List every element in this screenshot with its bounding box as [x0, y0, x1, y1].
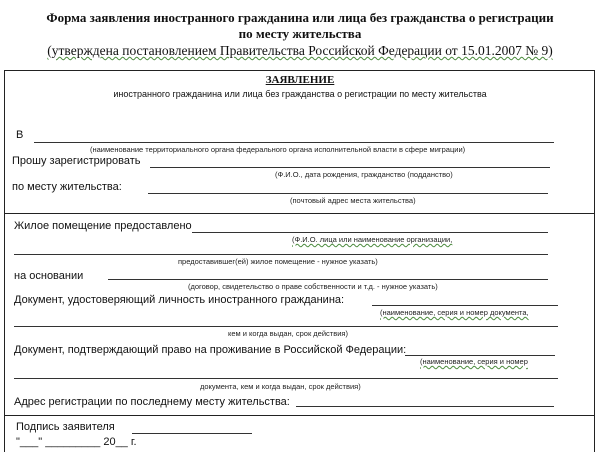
to-field[interactable]: [34, 142, 554, 143]
housing-hint: [292, 235, 452, 244]
id-doc-label: Документ, удостоверяющий личность иностранного гражданина:: [14, 294, 345, 306]
right-doc-hint: [420, 357, 528, 366]
id-doc-field-2[interactable]: [14, 326, 558, 327]
register-field[interactable]: [150, 167, 550, 168]
to-label: В: [16, 129, 24, 141]
residence-hint: (почтовый адрес места жительства): [290, 196, 416, 205]
section-divider: [4, 213, 595, 214]
id-doc-hint: [380, 308, 529, 317]
form-subheading: иностранного гражданина или лица без гражданства о регистрации по месту жительства: [113, 89, 487, 99]
approval-note-text: (утверждена постановлением Правительства Российской Федерации от 15.01.2007 № 9): [47, 43, 553, 58]
signature-field[interactable]: [132, 433, 252, 434]
residence-label: по месту жительства:: [12, 181, 122, 193]
basis-hint: (договор, свидетельство о праве собственности и т.д. - нужное указать): [188, 282, 438, 291]
date-field[interactable]: "___" _________ 20__ г.: [16, 436, 137, 448]
prev-address-label: Адрес регистрации по последнему месту жительства:: [14, 396, 290, 408]
prev-address-field[interactable]: [296, 406, 554, 407]
id-doc-hint-text: (наименование, серия и номер документа,: [380, 308, 529, 317]
right-doc-hint-text: (наименование, серия и номер: [420, 357, 528, 366]
signature-label: Подпись заявителя: [16, 421, 115, 433]
residence-field[interactable]: [148, 193, 548, 194]
register-hint: (Ф.И.О., дата рождения, гражданство (подданство): [275, 170, 453, 179]
approval-note: [0, 43, 600, 59]
section-divider-2: [4, 415, 595, 416]
housing-field[interactable]: [192, 232, 548, 233]
basis-label: на основании: [14, 270, 84, 282]
form-title: Форма заявления иностранного гражданина или лица без гражданства о регистрации: [46, 10, 554, 25]
to-hint: (наименование территориального органа федерального органа исполнительной власти в сфере миграции): [90, 145, 466, 154]
id-doc-field[interactable]: [372, 305, 558, 306]
right-doc-field-2[interactable]: [14, 378, 558, 379]
register-label: Прошу зарегистрировать: [12, 155, 141, 167]
housing-label: Жилое помещение предоставлено: [14, 220, 192, 232]
basis-field[interactable]: [108, 279, 548, 280]
right-doc-hint-2: документа, кем и когда выдан, срок действия): [200, 382, 361, 391]
right-doc-label: Документ, подтверждающий право на проживание в Российской Федерации:: [14, 344, 407, 356]
housing-hint-text: (Ф.И.О. лица или наименование организации,: [292, 235, 453, 244]
id-doc-hint-2: кем и когда выдан, срок действия): [228, 329, 348, 338]
form-title-line2: по месту жительства: [238, 26, 362, 41]
right-doc-field[interactable]: [405, 355, 555, 356]
housing-hint-2: предоставившег(ей) жилое помещение - нужное указать): [178, 257, 378, 266]
form-heading: ЗАЯВЛЕНИЕ: [265, 74, 335, 86]
housing-field-2[interactable]: [14, 254, 548, 255]
